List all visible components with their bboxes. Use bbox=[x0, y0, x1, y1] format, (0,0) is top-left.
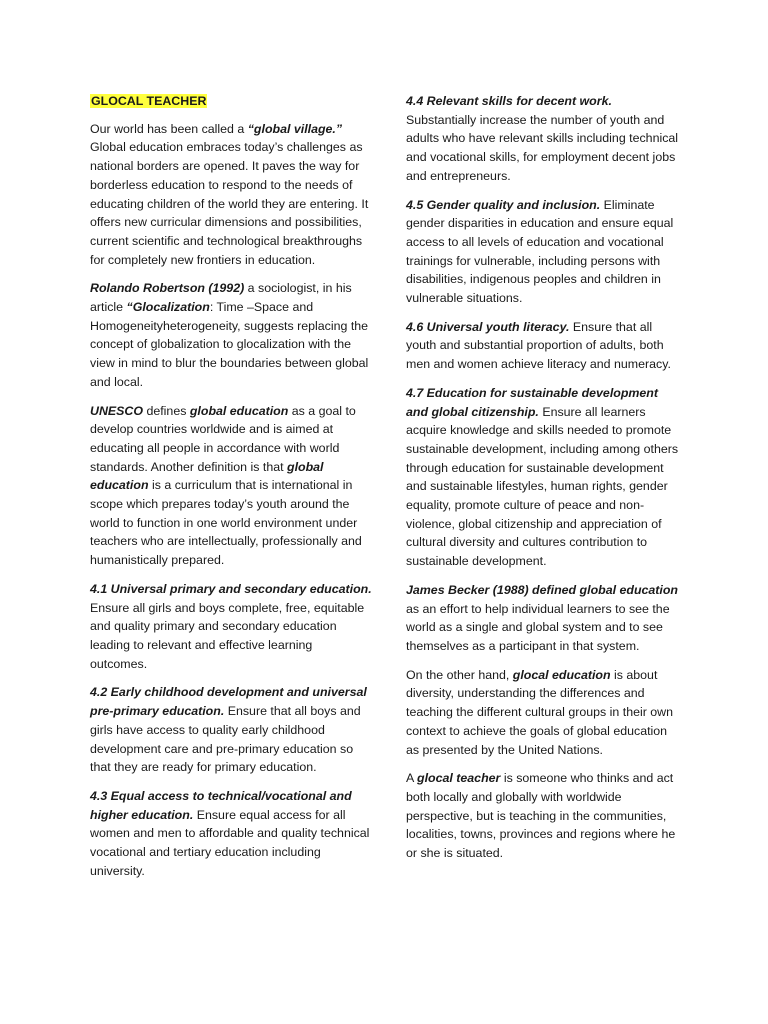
unesco-paragraph bbox=[90, 402, 372, 570]
goal-4-2-heading: 4.2 Early childhood development and universal pre-primary education. bbox=[90, 685, 367, 719]
intro-paragraph bbox=[90, 120, 372, 270]
becker-text: as an effort to help individual learners to see the world as a single and global system and to see themselves as a participant in that system. bbox=[406, 601, 670, 653]
goal-4-7-paragraph bbox=[406, 384, 682, 571]
glocalization-term: “Glocalization bbox=[126, 300, 210, 315]
goal-4-7-heading: 4.7 Education for sustainable development and global citizenship. bbox=[406, 385, 658, 419]
goal-4-4-heading: 4.4 Relevant skills for decent work. bbox=[406, 94, 612, 108]
global-education-term-2: global education bbox=[90, 459, 324, 493]
robertson-text-mid: a sociologist, in his article bbox=[90, 281, 352, 315]
glocal-education-paragraph bbox=[406, 666, 682, 760]
glocal-teacher-term: glocal teacher bbox=[417, 771, 501, 786]
glocal-teacher-text-rest: is someone who thinks and act both locally and globally with worldwide perspective, but is teaching in the communities, localities, towns, provinces and regions where he or she is situated. bbox=[406, 771, 676, 861]
goal-4-6-heading: 4.6 Universal youth literacy. bbox=[406, 319, 570, 334]
goal-4-4-paragraph bbox=[406, 92, 682, 186]
document-title: GLOCAL TEACHER bbox=[91, 94, 207, 108]
global-village-phrase: “global village.” bbox=[247, 121, 343, 136]
unesco-text-1: defines bbox=[143, 403, 190, 418]
goal-4-6-paragraph bbox=[406, 318, 682, 374]
robertson-name: Rolando Robertson (1992) bbox=[90, 281, 245, 296]
unesco-text-2: as a goal to develop countries worldwide and is aimed at educating all people in accordance with world standards. Another definition is that bbox=[90, 403, 356, 474]
glocal-teacher-definition-paragraph bbox=[406, 769, 682, 863]
robertson-paragraph bbox=[90, 279, 372, 391]
goal-4-3-heading: 4.3 Equal access to technical/vocational and higher education. bbox=[90, 788, 352, 822]
document-title-paragraph bbox=[90, 92, 372, 111]
robertson-text-rest: : Time –Space and Homogeneityheterogeneity, suggests replacing the concept of globalization to glocalization with the view in mind to blur the boundaries between global and local. bbox=[90, 300, 369, 389]
global-education-term-1: global education bbox=[189, 403, 289, 418]
goal-4-3-paragraph bbox=[90, 787, 372, 881]
goal-4-5-text: Eliminate gender disparities in education and ensure equal access to all levels of education and vocational trainings for vulnerable, including persons with disabilities, indigenous peoples and children in vulnerable situations. bbox=[406, 197, 674, 306]
goal-4-1-text: Ensure all girls and boys complete, free, equitable and quality primary and secondary education leading to relevant and effective learning outcomes. bbox=[90, 600, 365, 671]
goal-4-7-text: Ensure all learners acquire knowledge and skills needed to promote sustainable development, including among others through education for sustainable development and sustainable lifestyles, human rights, gender equality, promote culture of peace and non- violence, global citizenship and appreciation of cultural diversity and cultures contribution to sustainable development. bbox=[406, 404, 679, 569]
intro-text-start: Our world has been called a bbox=[90, 121, 248, 136]
goal-4-5-heading: 4.5 Gender quality and inclusion. bbox=[406, 197, 601, 212]
goal-4-2-text: Ensure that all boys and girls have access to quality early childhood development care and pre-primary education so that they are ready for primary education. bbox=[90, 704, 361, 775]
glocal-education-text-rest: is about diversity, understanding the differences and teaching the different cultural groups in their own context to achieve the goals of global education as presented by the United Nations. bbox=[406, 667, 674, 757]
glocal-education-term: glocal education bbox=[512, 667, 611, 682]
becker-paragraph bbox=[406, 581, 682, 656]
right-column bbox=[406, 92, 682, 873]
glocal-teacher-text-start: A bbox=[406, 771, 418, 786]
unesco-name: UNESCO bbox=[90, 403, 144, 418]
goal-4-6-text: Ensure that all youth and substantial proportion of adults, both men and women achieve literacy and numeracy. bbox=[406, 319, 671, 372]
intro-text-rest: Global education embraces today’s challenges as national borders are opened. It paves the way for borderless education to respond to the needs of educating children of the world they are entering. It offers new curricular dimensions and possibilities, current scientific and technological breakthroughs for completely new frontiers in education. bbox=[90, 140, 369, 267]
goal-4-2-paragraph bbox=[90, 683, 372, 777]
becker-heading: James Becker (1988) defined global education bbox=[406, 582, 679, 597]
goal-4-1-heading: 4.1 Universal primary and secondary education. bbox=[90, 581, 372, 596]
goal-4-5-paragraph bbox=[406, 196, 682, 308]
goal-4-1-paragraph bbox=[90, 580, 372, 674]
unesco-text-rest: is a curriculum that is international in scope which prepares today’s youth around the world to function in one world environment under teachers who are intellectually, professionally and humanistically prepared. bbox=[90, 478, 362, 568]
goal-4-3-text: Ensure equal access for all women and men to affordable and quality technical vocational and tertiary education including university. bbox=[90, 807, 370, 878]
goal-4-4-text: Substantially increase the number of youth and adults who have relevant skills including technical and vocational skills, for employment decent jobs and entrepreneurs. bbox=[406, 112, 679, 183]
glocal-education-text-start: On the other hand, bbox=[406, 667, 513, 682]
left-column bbox=[90, 92, 372, 890]
